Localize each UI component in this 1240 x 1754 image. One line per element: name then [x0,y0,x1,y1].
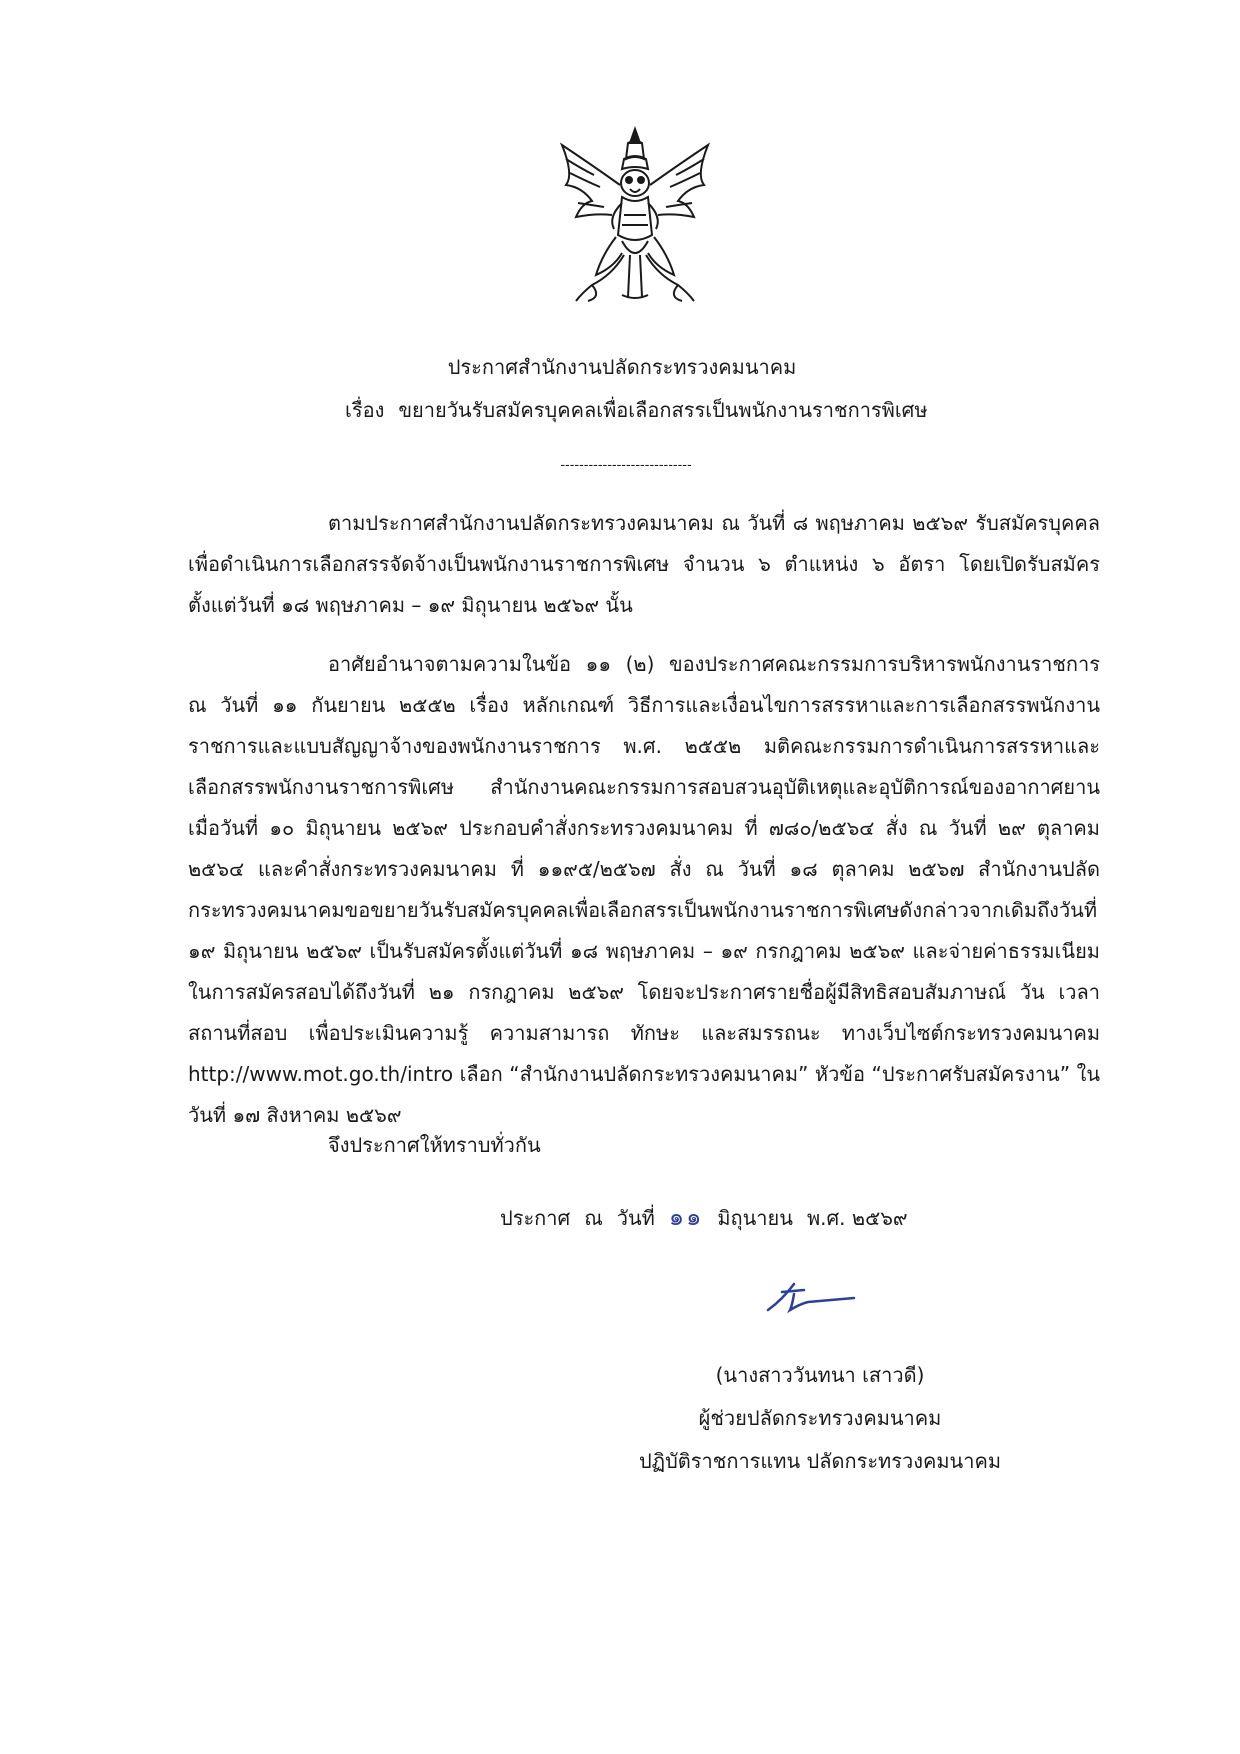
announce-month: มิถุนายน [717,1206,793,1230]
garuda-emblem-icon [552,125,718,305]
closing-statement: จึงประกาศให้ทราบทั่วกัน [328,1133,541,1157]
signature-icon [760,1270,860,1320]
paragraph-2: อาศัยอำนาจตามความในข้อ ๑๑ (๒) ของประกาศคณะกรรมการบริหารพนักงานราชการ ณ วันที่ ๑๑ กันยายน ๒๕๕๒ เรื่อง หลักเกณฑ์ วิธีการและเงื่อนไขการสรรหาและการเลือกสรรพนักงานราชการและแบบสัญญาจ้างของพนักงานราชการ พ.ศ. ๒๕๕๒ มติคณะกรรมการดำเนินการสรรหาและเลือกสรรพนักงานราชการพิเศษ สำนักงานคณะกรรมการสอบสวนอุบัติเหตุและอุบัติการณ์ของอากาศยาน เมื่อวันที่ ๑๐ มิถุนายน ๒๕๖๙ ประกอบคำสั่งกระทรวงคมนาคม ที่ ๗๘๐/๒๕๖๔ สั่ง ณ วันที่ ๒๙ ตุลาคม ๒๕๖๔ และคำสั่งกระทรวงคมนาคม ที่ ๑๑๙๕/๒๕๖๗ สั่ง ณ วันที่ ๑๘ ตุลาคม ๒๕๖๗ สำนักงานปลัดกระทรวงคมนาคมขอขยายวันรับสมัครบุคคลเพื่อเลือกสรรเป็นพนักงานราชการพิเศษดังกล่าวจากเดิมถึงวันที่ ๑๙ มิถุนายน ๒๕๖๙ เป็นรับสมัครตั้งแต่วันที่ ๑๘ พฤษภาคม – ๑๙ กรกฎาคม ๒๕๖๙ และจ่ายค่าธรรมเนียมในการสมัครสอบได้ถึงวันที่ ๒๑ กรกฎาคม ๒๕๖๙ โดยจะประกาศรายชื่อผู้มีสิทธิสอบสัมภาษณ์ วัน เวลา สถานที่สอบ เพื่อประเมินความรู้ ความสามารถ ทักษะ และสมรรถนะ ทางเว็บไซต์กระทรวงคมนาคม http://www.mot.go.th/intro เลือก “สำนักงานปลัดกระทรวงคมนาคม” หัวข้อ “ประกาศรับสมัครงาน” ในวันที่ ๑๗ สิงหาคม ๒๕๖๙ [188,652,1100,1127]
signatory-acting: ปฏิบัติราชการแทน ปลัดกระทรวงคมนาคม [638,1449,1002,1473]
subject-text: ขยายวันรับสมัครบุคคลเพื่อเลือกสรรเป็นพนักงานราชการพิเศษ [398,398,928,422]
separator-line: ---------------------------- [560,458,692,473]
announce-day: ๑๑ [668,1203,704,1231]
signatory-name: (นางสาววันทนา เสาวดี) [715,1363,925,1387]
announce-day-label: วันที่ [616,1206,655,1230]
paragraph-1: ตามประกาศสำนักงานปลัดกระทรวงคมนาคม ณ วันที่ ๘ พฤษภาคม ๒๕๖๙ รับสมัครบุคคลเพื่อดำเนินการเลือกสรรจัดจ้างเป็นพนักงานราชการพิเศษ จำนวน ๖ ตำแหน่ง ๖ อัตรา โดยเปิดรับสมัครตั้งแต่วันที่ ๑๘ พฤษภาคม – ๑๙ มิถุนายน ๒๕๖๙ นั้น [188,511,1100,617]
announce-at: ณ [584,1206,603,1230]
document-subject-line [345,395,928,425]
announce-prefix: ประกาศ [500,1206,571,1230]
announcement-date [500,1202,922,1233]
signatory-title: ผู้ช่วยปลัดกระทรวงคมนาคม [698,1406,942,1430]
document-title: ประกาศสำนักงานปลัดกระทรวงคมนาคม [447,355,797,379]
announce-year: พ.ศ. ๒๕๖๙ [806,1206,908,1230]
subject-label: เรื่อง [345,398,385,422]
